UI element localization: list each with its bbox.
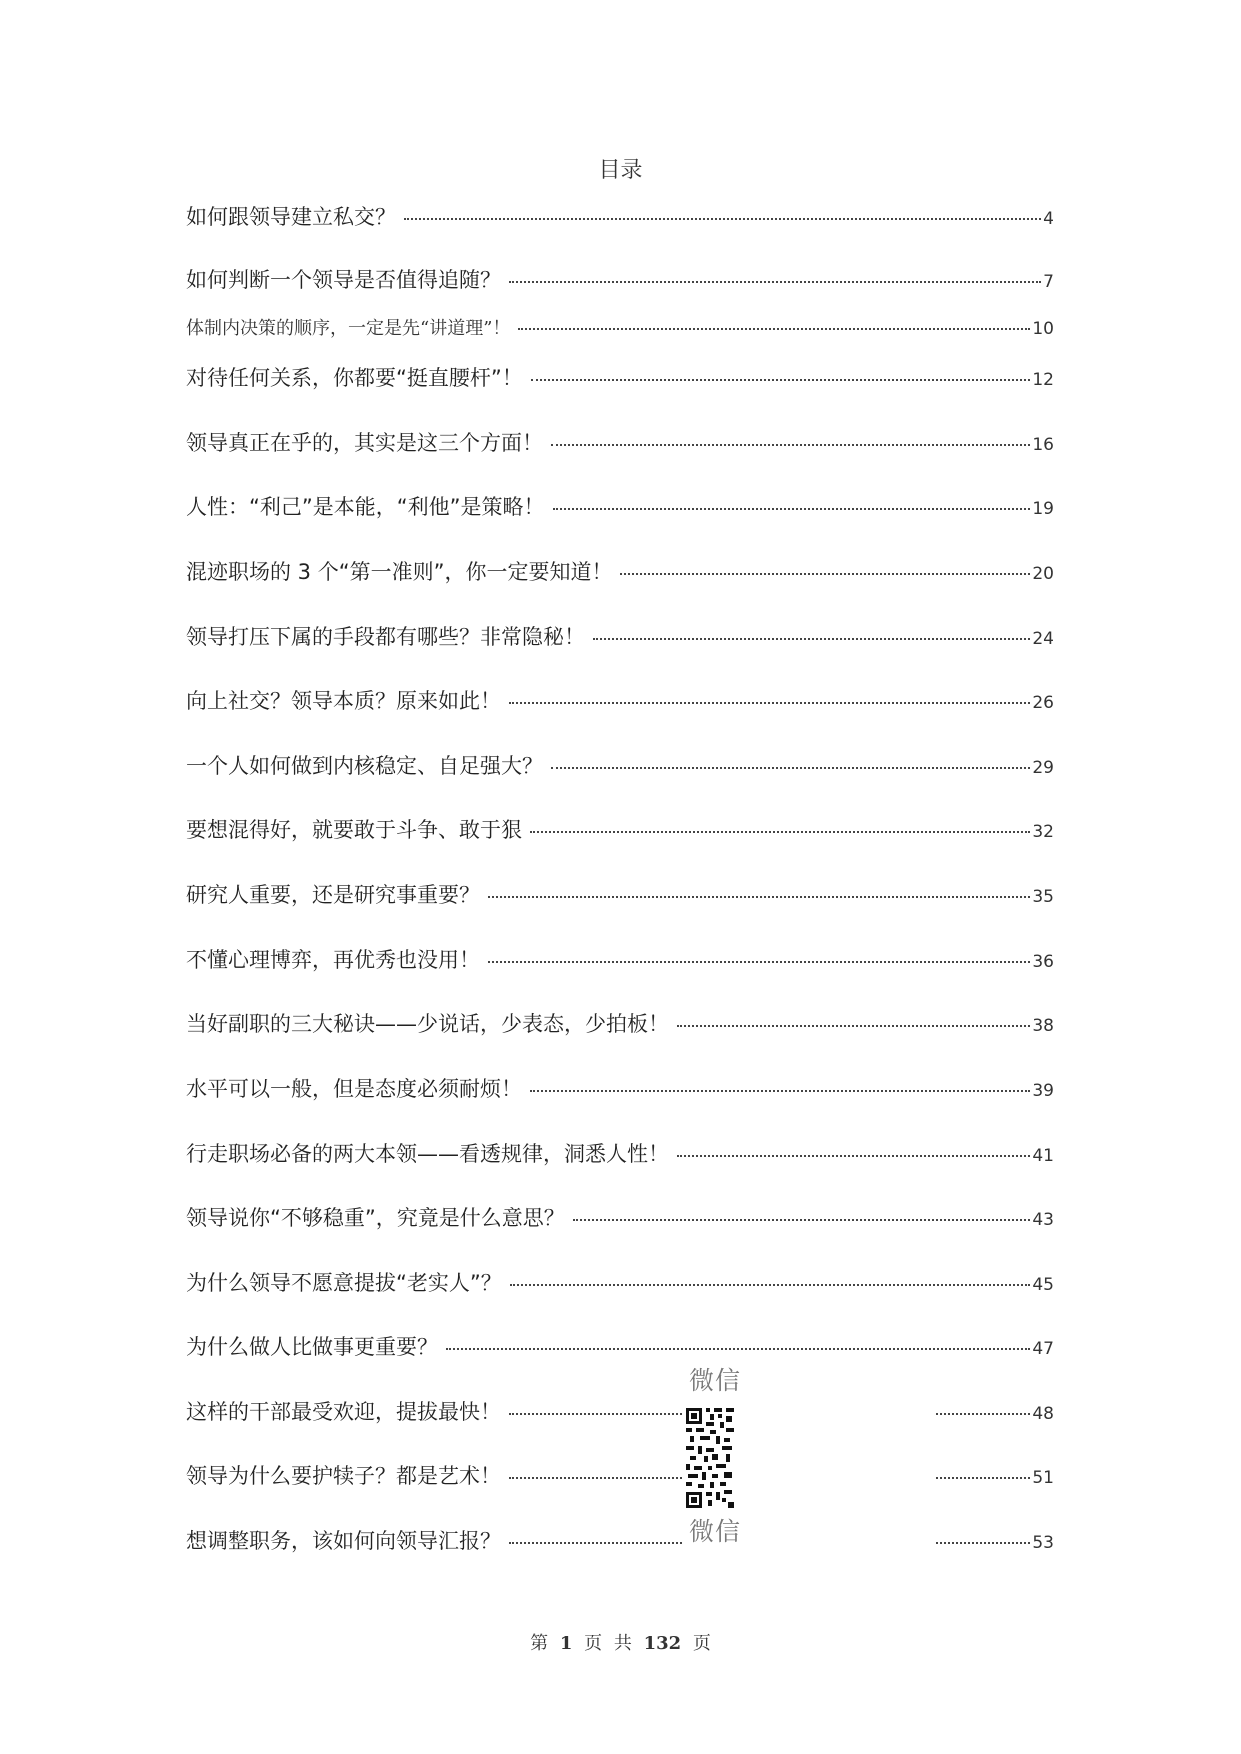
leader-dots (488, 961, 1030, 963)
toc-entry-title: 行走职场必备的两大本领——看透规律，洞悉人性！ (186, 1142, 669, 1166)
wechat-label-top: 微信 (689, 1366, 742, 1395)
toc-entry-title: 为什么领导不愿意提拔“老实人”？ (186, 1271, 502, 1295)
toc-entry[interactable] (186, 493, 1054, 523)
toc-entry-page: 39 (1032, 1081, 1054, 1101)
toc-entry-title: 混迹职场的 3 个“第一准则”，你一定要知道！ (186, 560, 613, 584)
toc-entry-title: 水平可以一般，但是态度必须耐烦！ (186, 1077, 522, 1101)
footer-middle: 页 共 (584, 1633, 632, 1654)
toc-entry-page: 29 (1032, 758, 1054, 778)
footer-current-page: 1 (559, 1633, 573, 1654)
toc-entry[interactable] (186, 816, 1054, 846)
toc-entry-title: 领导打压下属的手段都有哪些？非常隐秘！ (186, 625, 585, 649)
leader-dots (677, 1025, 1030, 1027)
toc-entry-page: 24 (1032, 629, 1054, 649)
leader-dots (551, 444, 1030, 446)
toc-entry-page: 16 (1032, 435, 1054, 455)
toc-entry-page: 12 (1032, 370, 1054, 390)
leader-dots (677, 1155, 1030, 1157)
toc-entry-page: 20 (1032, 564, 1054, 584)
wechat-label-bottom: 微信 (689, 1517, 742, 1546)
toc-entry[interactable] (186, 1204, 1054, 1234)
toc-entry-title: 为什么做人比做事更重要？ (186, 1335, 438, 1359)
toc-entry-title: 研究人重要，还是研究事重要？ (186, 883, 480, 907)
toc-entry-page: 45 (1032, 1275, 1054, 1295)
toc-entry-page: 43 (1032, 1210, 1054, 1230)
toc-entry[interactable] (186, 315, 1054, 343)
toc-entry[interactable] (186, 1269, 1054, 1299)
toc-entry-title: 体制内决策的顺序，一定是先“讲道理”！ (186, 318, 511, 339)
leader-dots (553, 508, 1031, 510)
toc-entry-title: 对待任何关系，你都要“挺直腰杆”！ (186, 366, 523, 390)
footer-suffix: 页 (692, 1633, 711, 1654)
toc-entry-title: 如何跟领导建立私交？ (186, 205, 396, 229)
toc-entry-title: 一个人如何做到内核稳定、自足强大？ (186, 754, 543, 778)
toc-title: 目录 (598, 158, 643, 183)
toc-entry[interactable] (186, 1010, 1054, 1040)
toc-entry-title: 这样的干部最受欢迎，提拔最快！ (186, 1400, 501, 1424)
leader-dots (488, 896, 1030, 898)
toc-entry[interactable] (186, 623, 1054, 653)
leader-dots (518, 328, 1030, 330)
footer-prefix: 第 (530, 1633, 549, 1654)
leader-dots (530, 1090, 1030, 1092)
leader-dots (573, 1219, 1031, 1221)
toc-entry-page: 36 (1032, 952, 1054, 972)
toc-entry-title: 要想混得好，就要敢于斗争、敢于狠 (186, 818, 522, 842)
toc-entry-page: 53 (1032, 1533, 1054, 1553)
toc-entry[interactable] (186, 881, 1054, 911)
toc-entry-page: 48 (1032, 1404, 1054, 1424)
toc-entry[interactable] (186, 1075, 1054, 1105)
leader-dots (509, 281, 1041, 283)
toc-entry-page: 7 (1043, 272, 1054, 292)
footer-total-pages: 132 (643, 1633, 682, 1654)
toc-entry-title: 领导真正在乎的，其实是这三个方面！ (186, 431, 543, 455)
toc-entry[interactable] (186, 203, 1054, 233)
toc-entry-page: 19 (1032, 499, 1054, 519)
toc-entry-title: 领导说你“不够稳重”，究竟是什么意思？ (186, 1206, 565, 1230)
toc-entry-title: 领导为什么要护犊子？都是艺术！ (186, 1464, 501, 1488)
toc-entry-title: 人性：“利己”是本能，“利他”是策略！ (186, 495, 545, 519)
leader-dots (404, 218, 1041, 220)
toc-entry[interactable] (186, 266, 1054, 296)
toc-entry[interactable] (186, 687, 1054, 717)
toc-entry-title: 当好副职的三大秘诀——少说话，少表态，少拍板！ (186, 1012, 669, 1036)
qr-code-icon (686, 1408, 734, 1508)
toc-entry-page: 26 (1032, 693, 1054, 713)
leader-dots (551, 767, 1030, 769)
toc-entry-page: 4 (1043, 209, 1054, 229)
toc-entry[interactable] (186, 752, 1054, 782)
page-footer (0, 1629, 1241, 1655)
toc-entry-page: 47 (1032, 1339, 1054, 1359)
toc-entry-title: 想调整职务，该如何向领导汇报？ (186, 1529, 501, 1553)
toc-entry[interactable] (186, 364, 1054, 394)
toc-entry-title: 不懂心理博弈，再优秀也没用！ (186, 948, 480, 972)
leader-dots (509, 702, 1030, 704)
leader-dots (510, 1284, 1031, 1286)
leader-dots (531, 379, 1031, 381)
leader-dots (593, 638, 1030, 640)
toc-entry[interactable] (186, 558, 1054, 588)
toc-entry[interactable] (186, 429, 1054, 459)
toc-entry-page: 32 (1032, 822, 1054, 842)
toc-entry-title: 向上社交？领导本质？原来如此！ (186, 689, 501, 713)
toc-entry-title: 如何判断一个领导是否值得追随？ (186, 268, 501, 292)
toc-entry-page: 38 (1032, 1016, 1054, 1036)
leader-dots (530, 831, 1030, 833)
toc-entry-page: 35 (1032, 887, 1054, 907)
toc-entry-page: 51 (1032, 1468, 1054, 1488)
toc-entry[interactable] (186, 946, 1054, 976)
leader-dots (620, 573, 1030, 575)
toc-entry-page: 10 (1032, 319, 1054, 339)
toc-entry-page: 41 (1032, 1146, 1054, 1166)
toc-entry[interactable] (186, 1140, 1054, 1170)
